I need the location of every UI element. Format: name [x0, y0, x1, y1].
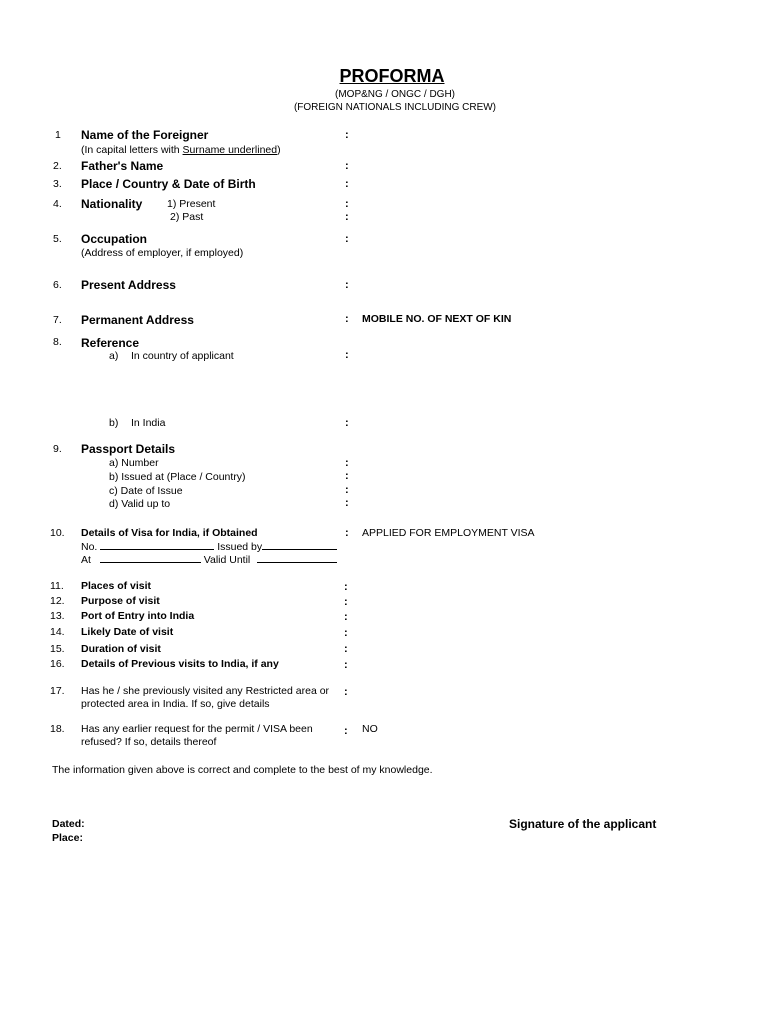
- permanent-address-label: Permanent Address: [81, 313, 194, 327]
- restricted-area-question-line2: protected area in India. If so, give details: [81, 698, 270, 710]
- previous-visits-label: Details of Previous visits to India, if any: [81, 658, 279, 670]
- item-number: 6.: [53, 279, 62, 291]
- applicant-signature-label: Signature of the applicant: [509, 817, 657, 831]
- field-colon: :: [345, 313, 349, 325]
- reference-b-marker: b): [109, 417, 119, 429]
- item-number: 10.: [50, 527, 65, 539]
- nationality-label: Nationality: [81, 197, 143, 211]
- field-colon: :: [345, 233, 349, 245]
- field-colon: :: [344, 611, 348, 623]
- item-number: 16.: [50, 658, 65, 670]
- item-number: 15.: [50, 643, 65, 655]
- field-colon: :: [345, 497, 349, 509]
- declaration-text: The information given above is correct and complete to the best of my knowledge.: [52, 764, 433, 776]
- visa-details-label: Details of Visa for India, if Obtained: [81, 527, 258, 539]
- passport-details-label: Passport Details: [81, 442, 176, 456]
- visa-status-value: APPLIED FOR EMPLOYMENT VISA: [362, 527, 535, 539]
- refused-request-question-line1: Has any earlier request for the permit / VISA been: [81, 723, 313, 735]
- present-address-label: Present Address: [81, 278, 176, 292]
- passport-number-label: a) Number: [109, 457, 159, 469]
- item-number: 5.: [53, 233, 62, 245]
- port-of-entry-label: Port of Entry into India: [81, 610, 195, 622]
- field-colon: :: [345, 211, 349, 223]
- field-colon: :: [345, 198, 349, 210]
- visa-number-line: No. Issued by: [81, 540, 337, 553]
- likely-date-label: Likely Date of visit: [81, 626, 174, 638]
- field-colon: :: [345, 417, 349, 429]
- visa-at-blank: [100, 553, 201, 563]
- passport-issue-date-label: c) Date of Issue: [109, 485, 183, 497]
- passport-issued-at-label: b) Issued at (Place / Country): [109, 471, 246, 483]
- nationality-past-label: 2) Past: [170, 211, 204, 223]
- occupation-label: Occupation: [81, 232, 148, 246]
- item-number: 12.: [50, 595, 65, 607]
- item-number: 8.: [53, 336, 62, 348]
- item-number: 4.: [53, 198, 62, 210]
- field-colon: :: [345, 470, 349, 482]
- item-number: 3.: [53, 178, 62, 190]
- field-colon: :: [345, 178, 349, 190]
- passport-valid-up-to-label: d) Valid up to: [109, 498, 171, 510]
- item-number: 17.: [50, 685, 65, 697]
- item-number: 2.: [53, 160, 62, 172]
- field-colon: :: [344, 659, 348, 671]
- form-subtitle-scope: (FOREIGN NATIONALS INCLUDING CREW): [293, 102, 497, 113]
- occupation-note: (Address of employer, if employed): [81, 247, 244, 259]
- item-number: 11.: [50, 580, 64, 592]
- item-number: 7.: [53, 314, 62, 326]
- field-colon: :: [345, 349, 349, 361]
- item-number: 14.: [50, 626, 65, 638]
- next-of-kin-mobile-note: MOBILE NO. OF NEXT OF KIN: [362, 313, 512, 325]
- places-of-visit-label: Places of visit: [81, 580, 152, 592]
- field-colon: :: [345, 160, 349, 172]
- field-colon: :: [345, 457, 349, 469]
- item-number: 1: [55, 129, 61, 141]
- foreigner-name-label: Name of the Foreigner: [81, 128, 209, 142]
- visa-number-blank: [100, 540, 214, 550]
- purpose-of-visit-label: Purpose of visit: [81, 595, 160, 607]
- field-colon: :: [345, 129, 349, 141]
- reference-country-label: In country of applicant: [131, 350, 234, 362]
- refused-request-answer: NO: [362, 723, 378, 735]
- reference-label: Reference: [81, 336, 140, 350]
- refused-request-question-line2: refused? If so, details thereof: [81, 736, 217, 748]
- foreigner-name-note: (In capital letters with Surname underlined): [81, 144, 281, 156]
- birth-details-label: Place / Country & Date of Birth: [81, 177, 256, 191]
- field-colon: :: [344, 686, 348, 698]
- form-subtitle-agencies: (MOP&NG / ONGC / DGH): [335, 89, 455, 100]
- field-colon: :: [344, 596, 348, 608]
- field-colon: :: [344, 725, 348, 737]
- field-colon: :: [344, 627, 348, 639]
- field-colon: :: [344, 643, 348, 655]
- reference-a-marker: a): [109, 350, 119, 362]
- field-colon: :: [344, 581, 348, 593]
- nationality-present-label: 1) Present: [167, 198, 216, 210]
- item-number: 9.: [53, 443, 62, 455]
- visa-valid-until-blank: [257, 553, 337, 563]
- restricted-area-question-line1: Has he / she previously visited any Restricted area or: [81, 685, 330, 697]
- fathers-name-label: Father's Name: [81, 159, 164, 173]
- item-number: 18.: [50, 723, 65, 735]
- reference-india-label: In India: [131, 417, 166, 429]
- field-colon: :: [345, 484, 349, 496]
- field-colon: :: [345, 279, 349, 291]
- duration-of-visit-label: Duration of visit: [81, 643, 161, 655]
- dated-label: Dated:: [52, 818, 85, 830]
- item-number: 13.: [50, 610, 65, 622]
- form-title: PROFORMA: [339, 66, 445, 86]
- place-label: Place:: [52, 832, 83, 844]
- field-colon: :: [345, 527, 349, 539]
- visa-at-line: At Valid Until: [81, 553, 337, 566]
- visa-issued-by-blank: [262, 540, 337, 550]
